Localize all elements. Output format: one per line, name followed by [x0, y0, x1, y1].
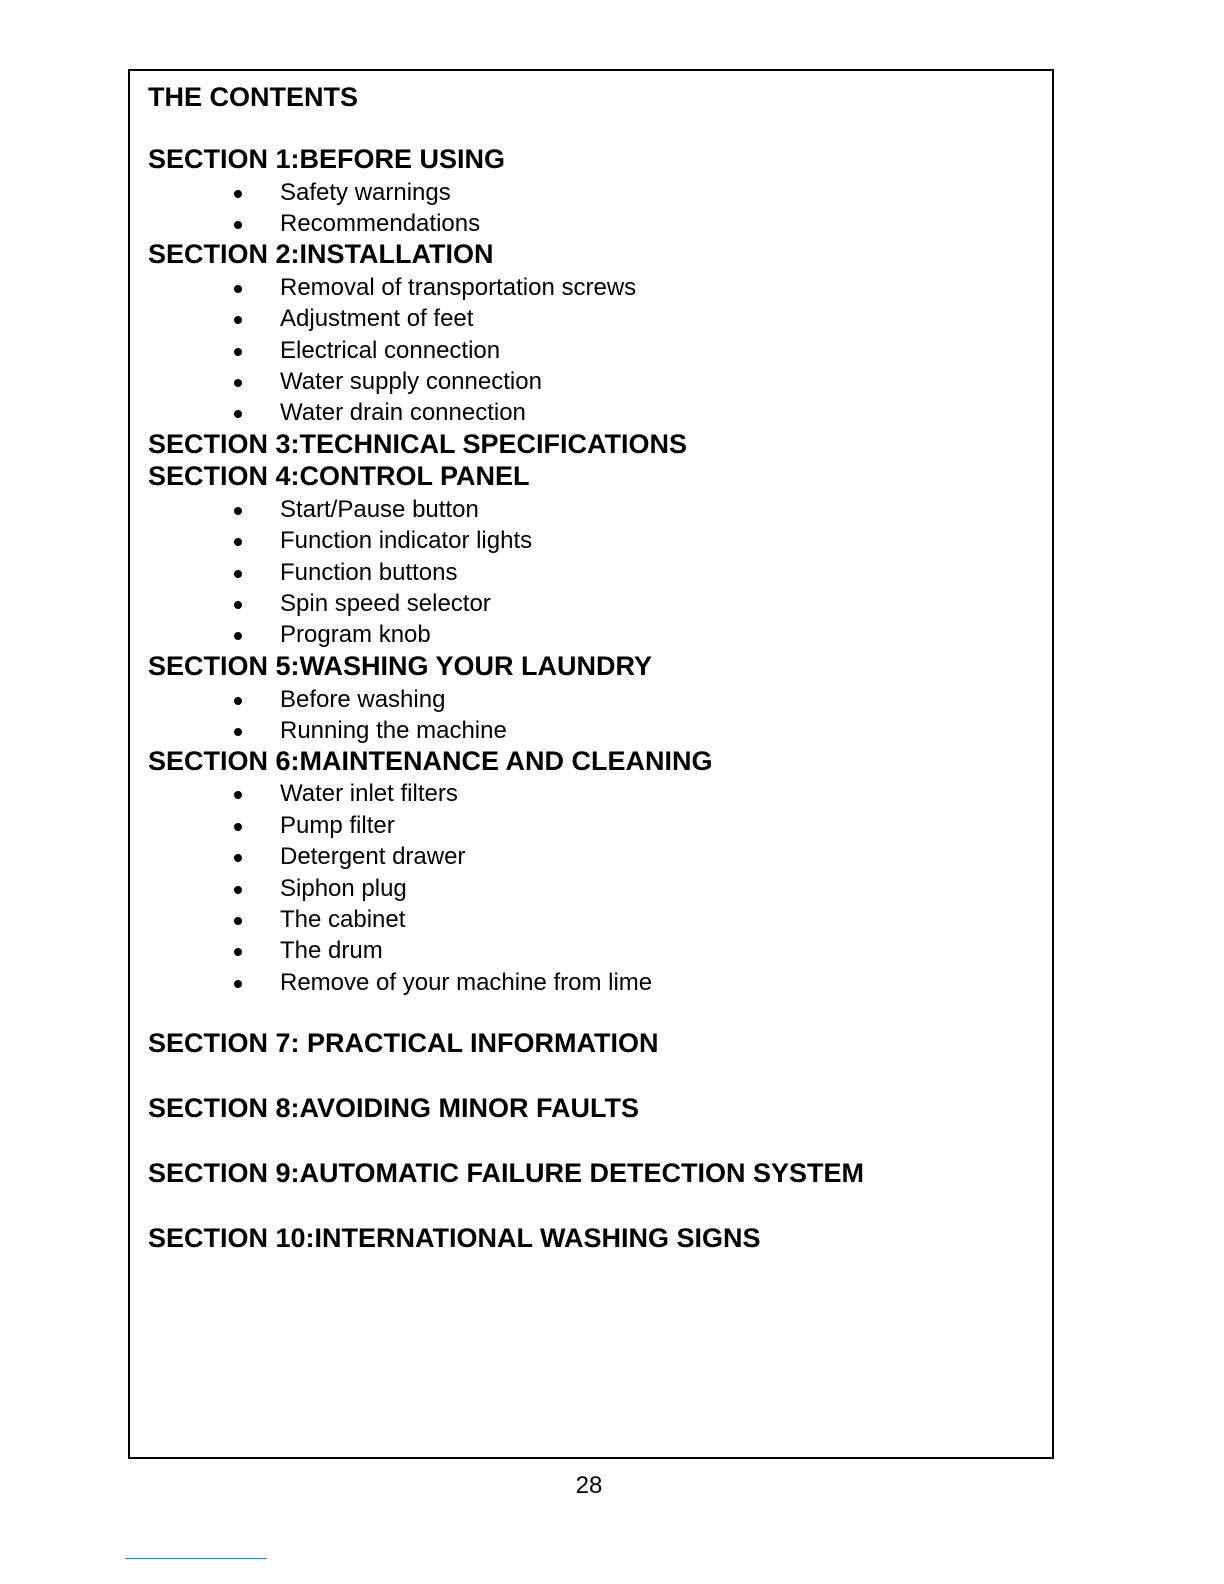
list-item: Electrical connection: [280, 337, 501, 364]
bullet-icon: [234, 791, 242, 799]
section-8-heading: SECTION 8:AVOIDING MINOR FAULTS: [148, 1093, 640, 1123]
contents-title: THE CONTENTS: [148, 82, 359, 112]
list-item: Function buttons: [280, 559, 458, 586]
list-item: Siphon plug: [280, 875, 407, 902]
bullet-icon: [234, 570, 242, 578]
page-number: 28: [575, 1472, 603, 1499]
bullet-icon: [234, 379, 242, 387]
list-item: Removal of transportation screws: [280, 274, 637, 301]
list-item: Water drain connection: [280, 399, 526, 426]
section-3-heading: SECTION 3:TECHNICAL SPECIFICATIONS: [148, 429, 688, 459]
list-item: Spin speed selector: [280, 590, 491, 617]
list-item: Remove of your machine from lime: [280, 969, 653, 996]
list-item: Function indicator lights: [280, 527, 533, 554]
bullet-icon: [234, 823, 242, 831]
bullet-icon: [234, 886, 242, 894]
bullet-icon: [234, 410, 242, 418]
bullet-icon: [234, 854, 242, 862]
bullet-icon: [234, 538, 242, 546]
section-10-heading: SECTION 10:INTERNATIONAL WASHING SIGNS: [148, 1223, 761, 1253]
bullet-icon: [234, 221, 242, 229]
bullet-icon: [234, 316, 242, 324]
list-item: Running the machine: [280, 717, 507, 744]
list-item: Program knob: [280, 621, 431, 648]
bullet-icon: [234, 632, 242, 640]
list-item: Recommendations: [280, 210, 481, 237]
section-2-heading: SECTION 2:INSTALLATION: [148, 239, 494, 269]
bullet-icon: [234, 601, 242, 609]
section-7-heading: SECTION 7: PRACTICAL INFORMATION: [148, 1028, 659, 1058]
list-item: Detergent drawer: [280, 843, 466, 870]
list-item: Pump filter: [280, 812, 395, 839]
list-item: The cabinet: [280, 906, 406, 933]
list-item: Adjustment of feet: [280, 305, 474, 332]
section-1-heading: SECTION 1:BEFORE USING: [148, 144, 506, 174]
bullet-icon: [234, 507, 242, 515]
list-item: Before washing: [280, 686, 446, 713]
list-item: Water inlet filters: [280, 780, 458, 807]
bullet-icon: [234, 980, 242, 988]
bullet-icon: [234, 948, 242, 956]
list-item: Water supply connection: [280, 368, 542, 395]
bullet-icon: [234, 697, 242, 705]
section-9-heading: SECTION 9:AUTOMATIC FAILURE DETECTION SYSTEM: [148, 1158, 865, 1188]
section-6-heading: SECTION 6:MAINTENANCE AND CLEANING: [148, 746, 713, 776]
section-4-heading: SECTION 4:CONTROL PANEL: [148, 461, 530, 491]
bullet-icon: [234, 348, 242, 356]
bullet-icon: [234, 728, 242, 736]
bullet-icon: [234, 285, 242, 293]
list-item: The drum: [280, 937, 383, 964]
bullet-icon: [234, 917, 242, 925]
footnote-separator: [125, 1558, 267, 1559]
bullet-icon: [234, 190, 242, 198]
section-5-heading: SECTION 5:WASHING YOUR LAUNDRY: [148, 651, 653, 681]
list-item: Safety warnings: [280, 179, 451, 206]
list-item: Start/Pause button: [280, 496, 479, 523]
